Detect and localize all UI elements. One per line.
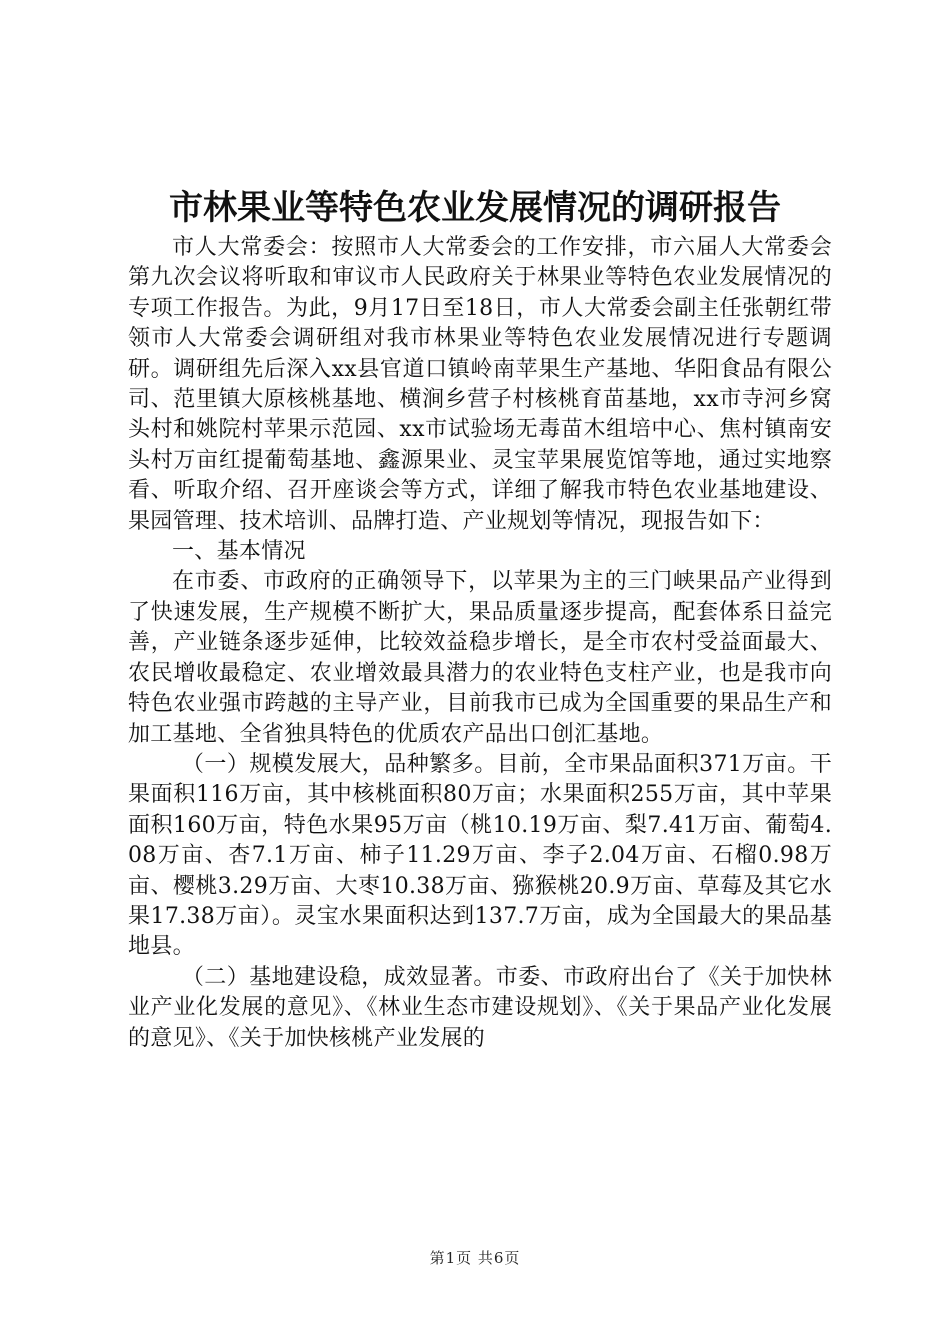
- paragraph-scale: （一）规模发展大，品种繁多。目前，全市果品面积371万亩。干果面积116万亩，其中核桃面积80万亩；水果面积255万亩，其中苹果面积160万亩，特色水果95万亩（桃10.19万亩、梨7.41万亩、葡萄4.08万亩、杏7.1万亩、柿子11.29万亩、李子2.04万亩、石榴0.98万亩、樱桃3.29万亩、大枣10.38万亩、猕猴桃20.9万亩、草莓及其它水果17.38万亩）。灵宝水果面积达到137.7万亩，成为全国最大的果品基地县。: [128, 751, 832, 960]
- paragraph-intro: 市人大常委会：按照市人大常委会的工作安排，市六届人大常委会第九次会议将听取和审议市人民政府关于林果业等特色农业发展情况的专项工作报告。为此，9月17日至18日，市人大常委会副主任张朝红带领市人大常委会调研组对我市林果业等特色农业发展情况进行专题调研。调研组先后深入xx县官道口镇岭南苹果生产基地、华阳食品有限公司、范里镇大原核桃基地、横涧乡营子村核桃育苗基地，xx市寺河乡窝头村和姚院村苹果示范园、xx市试验场无毒苗木组培中心、焦村镇南安头村万亩红提葡萄基地、鑫源果业、灵宝苹果展览馆等地，通过实地察看、听取介绍、召开座谈会等方式，详细了解我市特色农业基地建设、果园管理、技术培训、品牌打造、产业规划等情况，现报告如下：: [128, 235, 832, 534]
- document-title: 市林果业等特色农业发展情况的调研报告: [169, 188, 781, 228]
- paragraph-base-construction: （二）基地建设稳，成效显著。市委、市政府出台了《关于加快林业产业化发展的意见》、《林业生态市建设规划》、《关于果品产业化发展的意见》、《关于加快核桃产业发展的: [128, 964, 832, 1051]
- section-heading-basic: 一、基本情况: [172, 539, 306, 565]
- paragraph-overview: 在市委、市政府的正确领导下，以苹果为主的三门峡果品产业得到了快速发展，生产规模不断扩大，果品质量逐步提高，配套体系日益完善，产业链条逐步延伸，比较效益稳步增长，是全市农村受益面最大、农民增收最稳定、农业增效最具潜力的农业特色支柱产业，也是我市向特色农业强市跨越的主导产业，目前我市已成为全国重要的果品生产和加工基地、全省独具特色的优质农产品出口创汇基地。: [128, 569, 832, 747]
- document-body: [128, 233, 832, 1054]
- page-number: 第1页 共6页: [429, 1249, 521, 1267]
